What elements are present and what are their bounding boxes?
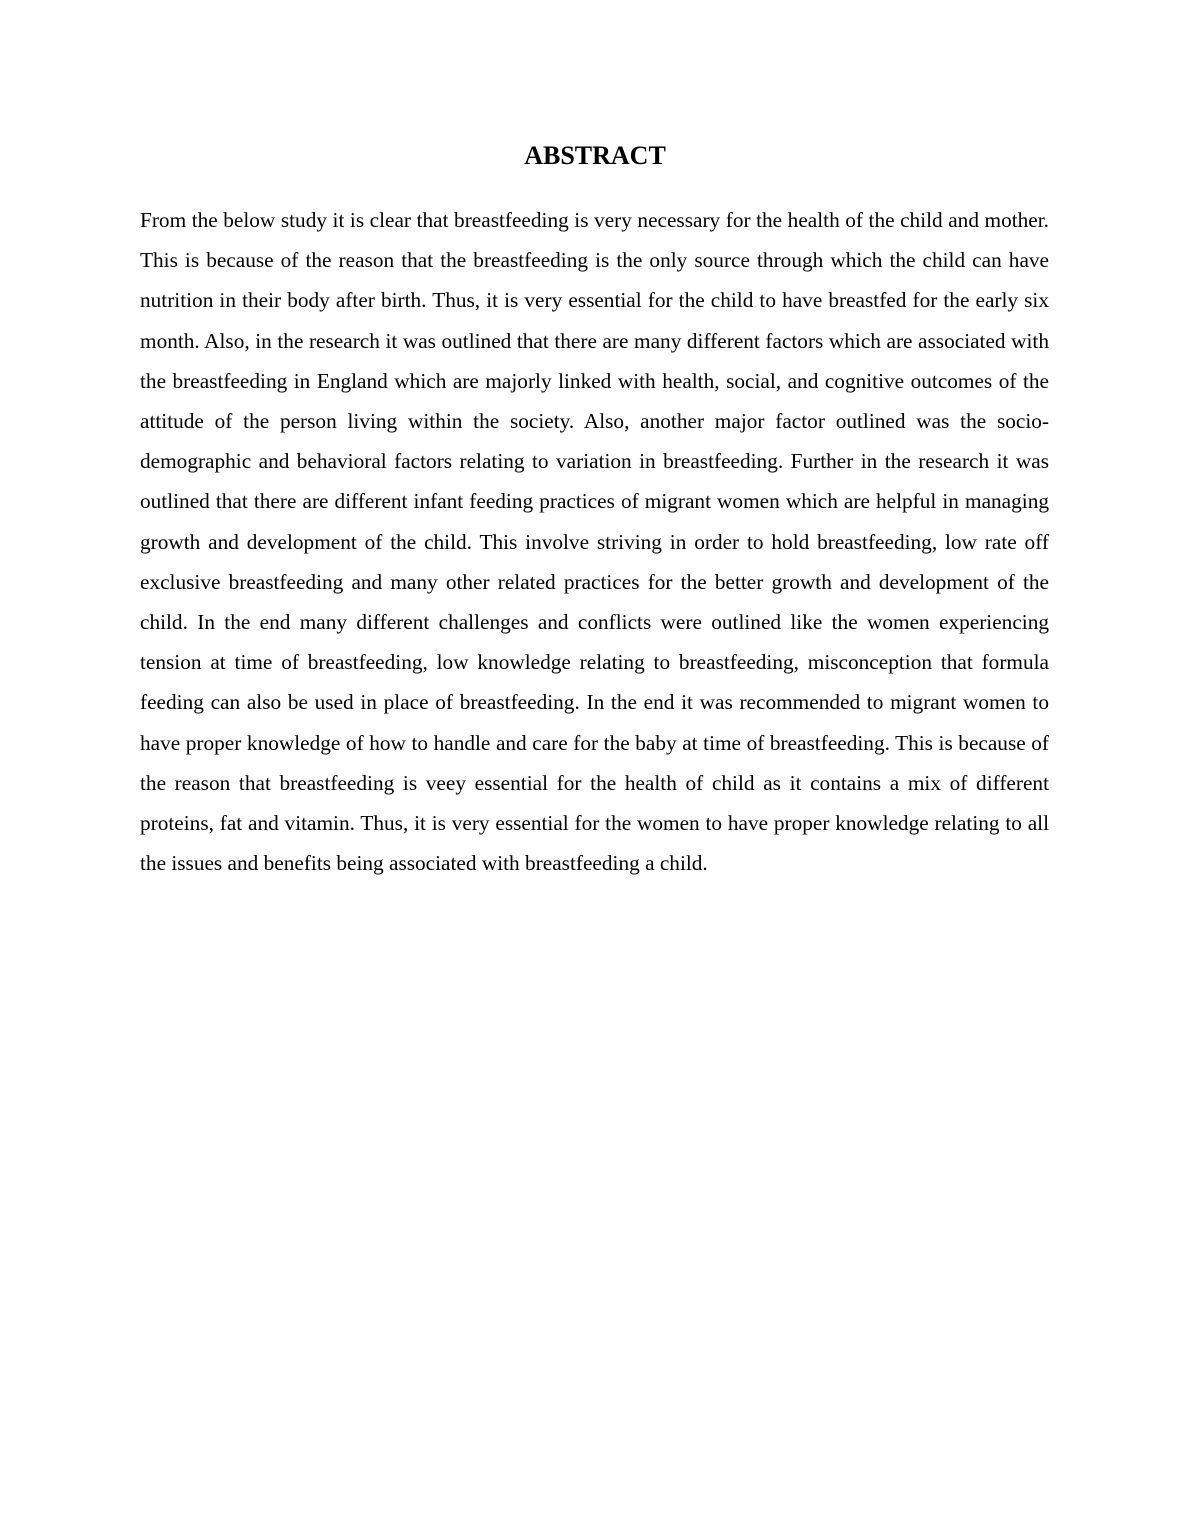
page-title: ABSTRACT: [524, 141, 666, 170]
abstract-paragraph: From the below study it is clear that breastfeeding is very necessary for the health of the child and mother. This is because of the reason that the breastfeeding is the only source through which the child can have nutrition in their body after birth. Thus, it is very essential for the child to have breastfed for the early six month. Also, in the research it was outlined that there are many different factors which are associated with the breastfeeding in England which are majorly linked with health, social, and cognitive outcomes of the attitude of the person living within the society. Also, another major factor outlined was the socio- demographic and behavioral factors relating to variation in breastfeeding. Further in the research it was outlined that there are different infant feeding practices of migrant women which are helpful in managing growth and development of the child. This involve striving in order to hold breastfeeding, low rate off exclusive breastfeeding and many other related practices for the better growth and development of the child. In the end many different challenges and conflicts were outlined like the women experiencing tension at time of breastfeeding, low knowledge relating to breastfeeding, misconception that formula feeding can also be used in place of breastfeeding. In the end it was recommended to migrant women to have proper knowledge of how to handle and care for the baby at time of breastfeeding. This is because of the reason that breastfeeding is veey essential for the health of child as it contains a mix of different proteins, fat and vitamin. Thus, it is very essential for the women to have proper knowledge relating to all the issues and benefits being associated with breastfeeding a child.: [140, 208, 1049, 876]
